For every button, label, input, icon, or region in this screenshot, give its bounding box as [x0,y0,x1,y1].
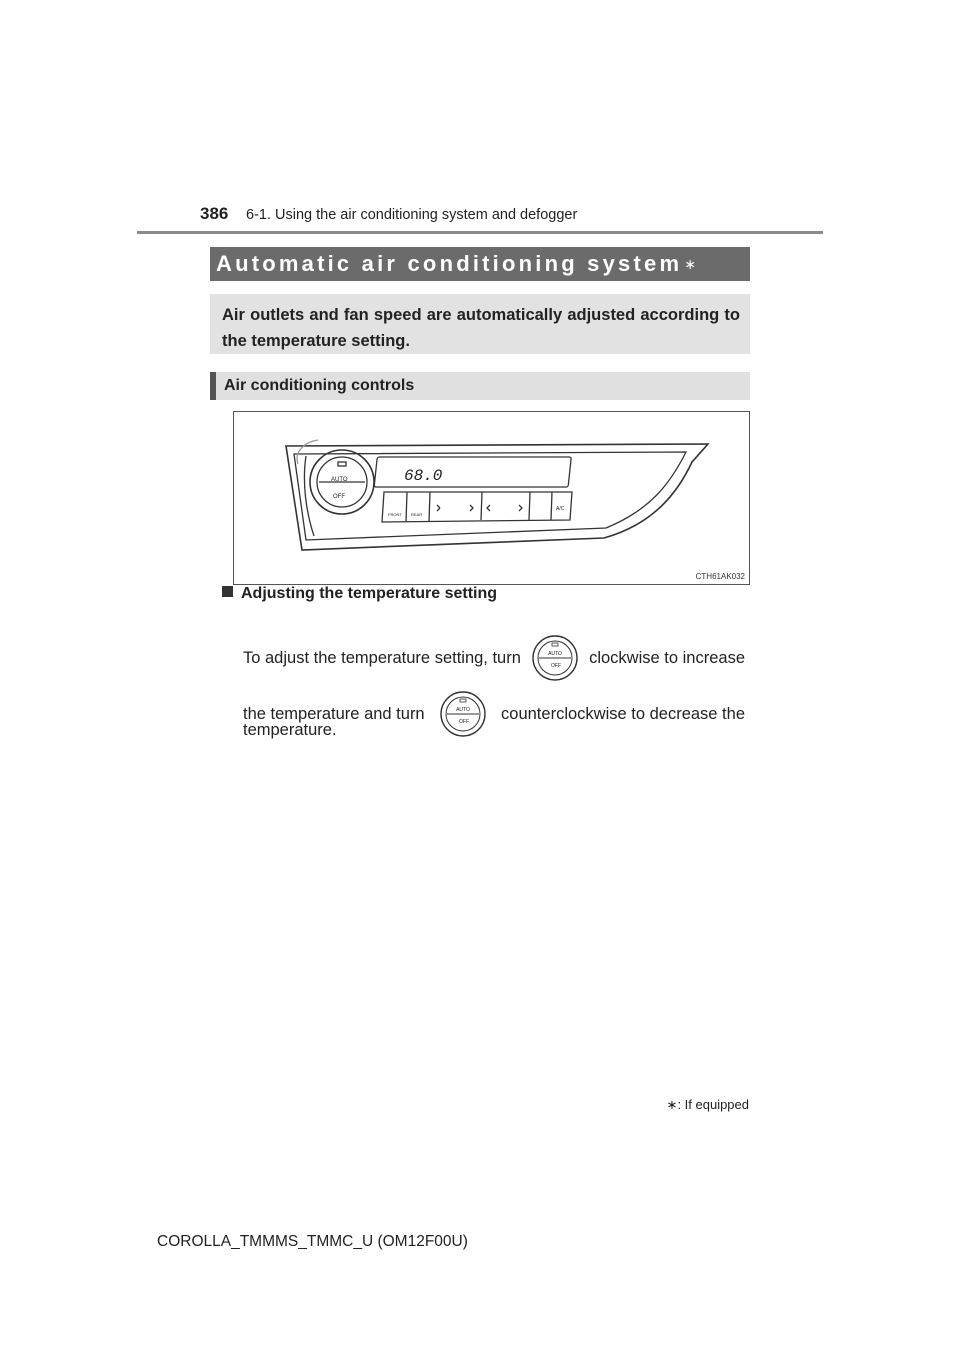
svg-text:OFF: OFF [551,663,561,669]
intro-box [210,294,750,354]
footnote: ∗: If equipped [666,1097,749,1112]
figure-code: CTH61AK032 [695,572,745,581]
control-panel-illustration [234,412,749,584]
section-title: Automatic air conditioning system [216,251,683,276]
svg-text:AUTO: AUTO [548,651,562,657]
paragraph-line-3: temperature. [243,721,337,739]
subheading-bar [210,372,750,400]
svg-text:FRONT: FRONT [388,512,402,517]
svg-text:A/C: A/C [556,506,565,512]
svg-text:REAR: REAR [411,512,423,517]
auto-off-knob-icon [439,690,487,738]
bullet-heading-text: Adjusting the temperature setting [241,585,498,602]
paragraph-line-1 [243,634,745,682]
if-equipped-mark: ∗ [684,255,696,272]
auto-off-knob-icon [531,634,579,682]
bullet-square-icon [222,586,233,597]
subheading: Air conditioning controls [224,377,415,394]
display-temperature: 68.0 [404,467,443,485]
header-divider [137,231,823,234]
svg-text:OFF: OFF [333,494,345,500]
svg-text:AUTO: AUTO [455,707,470,713]
section-path: 6-1. Using the air conditioning system and defogger [246,207,578,223]
control-panel-figure [233,411,750,585]
section-title-bar [210,247,750,281]
svg-text:AUTO: AUTO [331,477,348,483]
line1-text-a: To adjust the temperature setting, turn [243,648,521,667]
bullet-heading [222,585,497,603]
line1-text-b: clockwise to increase [589,648,745,667]
line2-text-a: the temperature and turn [243,704,425,723]
line2-text-b: counterclockwise to decrease the [501,704,745,723]
page-number: 386 [200,204,229,223]
intro-text: Air outlets and fan speed are automatically adjusted according to the temperature setting. [222,306,740,350]
svg-text:OFF: OFF [458,719,469,725]
footer-code: COROLLA_TMMMS_TMMC_U (OM12F00U) [157,1233,468,1250]
